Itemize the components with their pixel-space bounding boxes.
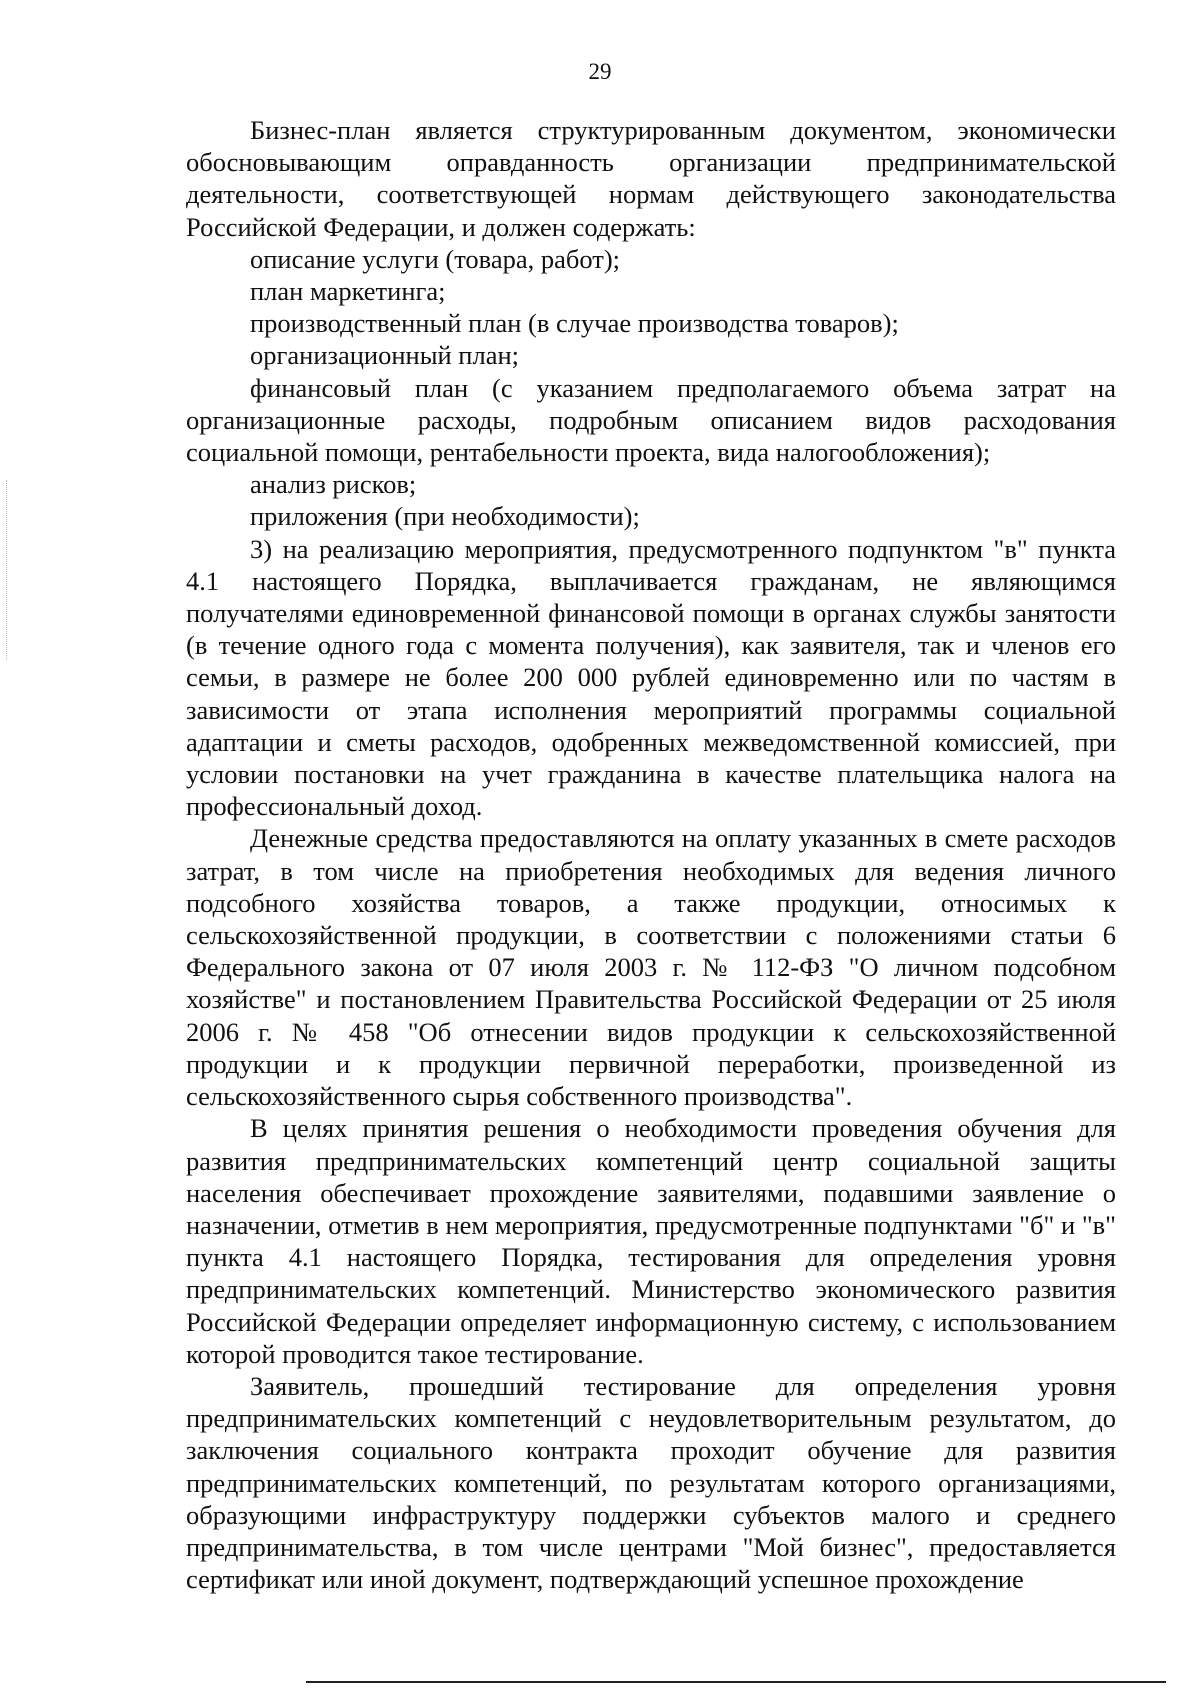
paragraph-funds: Денежные средства предоставляются на оплату указанных в смете расходов затрат, в том числе на приобретения необходимых для ведения личного подсобного хозяйства товаров, а также продукции, относимых к сельскохозяйственной продукции, в соответствии с положениями статьи 6 Федерального закона от 07 июля 2003 г. № 112-ФЗ "О личном подсобном хозяйстве" и постановлением Правительства Российской Федерации от 25 июля 2006 г. № 458 "Об отнесении видов продукции к сельскохозяйственной продукции и к продукции первичной переработки, произведенной из сельскохозяйственного сырья собственного производства". xyxy=(186,823,1116,1112)
list-item-financial-plan: финансовый план (с указанием предполагаемого объема затрат на организационные расходы, подробным описанием видов расходования социальной помощи, рентабельности проекта, вида налогообложения); xyxy=(186,372,1116,468)
paragraph-training-decision: В целях принятия решения о необходимости проведения обучения для развития предпринимательских компетенций центр социальной защиты населения обеспечивает прохождение заявителями, подавшими заявление о назначении, отметив в нем мероприятия, предусмотренные подпунктами "б" и "в" пункта 4.1 настоящего Порядка, тестирования для определения уровня предпринимательских компетенций. Министерство экономического развития Российской Федерации определяет информационную систему, с использованием которой проводится такое тестирование. xyxy=(186,1113,1116,1369)
bottom-rule xyxy=(306,1681,1166,1683)
list-item-marketing-plan: план маркетинга; xyxy=(250,276,446,307)
page-number: 29 xyxy=(588,59,612,84)
list-item-production-plan: производственный план (в случае производства товаров); xyxy=(250,308,899,339)
list-item-service-description: описание услуги (товара, работ); xyxy=(250,243,621,274)
list-item-organizational-plan: организационный план; xyxy=(250,340,520,371)
list-item-appendices: приложения (при необходимости); xyxy=(250,501,640,532)
list-item-risk-analysis: анализ рисков; xyxy=(250,469,417,500)
paragraph-business-plan-intro: Бизнес-план является структурированным документом, экономически обосновывающим оправданность организации предпринимательской деятельности, соответствующей нормам действующего законодательства Российской Федерации, и должен содержать: xyxy=(186,115,1116,242)
scan-artifact xyxy=(6,480,9,660)
paragraph-applicant-training: Заявитель, прошедший тестирование для определения уровня предпринимательских компетенций с неудовлетворительным результатом, до заключения социального контракта проходит обучение для развития предпринимательских компетенций, по результатам которого организациями, образующими инфраструктуру поддержки субъектов малого и среднего предпринимательства, в том числе центрами "Мой бизнес", предоставляется сертификат или иной документ, подтверждающий успешное прохождение xyxy=(186,1370,1116,1595)
paragraph-item-3: 3) на реализацию мероприятия, предусмотренного подпунктом "в" пункта 4.1 настоящего Порядка, выплачивается гражданам, не являющимся получателями единовременной финансовой помощи в органах службы занятости (в течение одного года с момента получения), как заявителя, так и членов его семьи, в размере не более 200 000 рублей единовременно или по частям в зависимости от этапа исполнения мероприятий программы социальной адаптации и сметы расходов, одобренных межведомственной комиссией, при условии постановки на учет гражданина в качестве плательщика налога на профессиональный доход. xyxy=(186,533,1116,822)
document-body xyxy=(186,114,1116,1595)
